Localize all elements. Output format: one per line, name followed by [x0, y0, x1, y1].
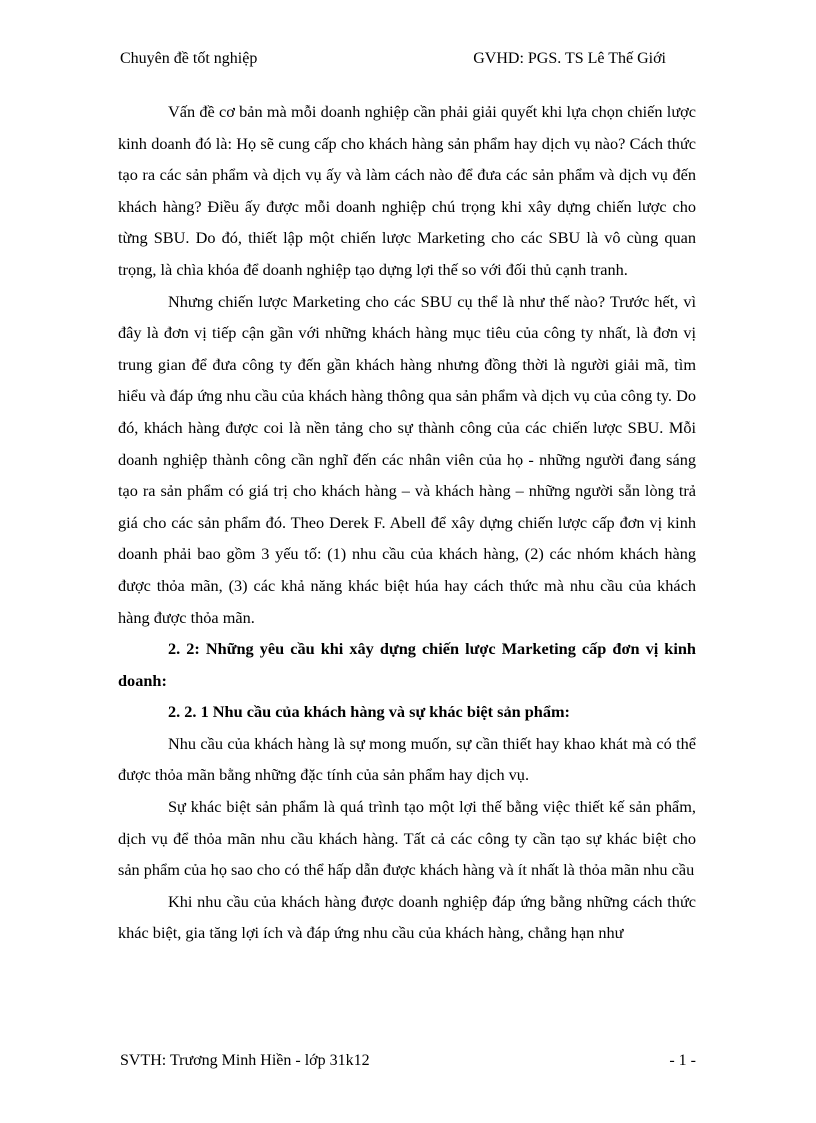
paragraph-needs-met: Khi nhu cầu của khách hàng được doanh nghiệp đáp ứng bằng những cách thức khác biệt, gia tăng lợi ích và đáp ứng nhu cầu của khách hàng, chẳng hạn như: [118, 891, 696, 943]
header-document-type: Chuyên đề tốt nghiệp: [120, 50, 258, 67]
page-footer: [120, 1052, 696, 1076]
paragraph-sbu-strategy: Nhưng chiến lược Marketing cho các SBU cụ thể là như thế nào? Trước hết, vì đây là đơn vị tiếp cận gần với những khách hàng mục tiêu của công ty nhất, là đơn vị trung gian để đưa công ty đến gần khách hàng nhưng đồng thời là người giải mã, tìm hiểu và đáp ứng nhu cầu của khách hàng thông qua sản phẩm và dịch vụ của công ty. Do đó, khách hàng được coi là nền tảng cho sự thành công của các chiến lược SBU. Mỗi doanh nghiệp thành công cần nghĩ đến các nhân viên của họ - những người đang sáng tạo ra sản phẩm có giá trị cho khách hàng – và khách hàng – những người sẵn lòng trả giá cho các sản phẩm đó. Theo Derek F. Abell để xây dựng chiến lược cấp đơn vị kinh doanh phải bao gồm 3 yếu tố: (1) nhu cầu của khách hàng, (2) các nhóm khách hàng được thỏa mãn, (3) các khả năng khác biệt húa hay cách thức mà nhu cầu của khách hàng được thỏa mãn.: [118, 291, 696, 627]
section-heading-2-2: 2. 2: Những yêu cầu khi xây dựng chiến lược Marketing cấp đơn vị kinh doanh:: [118, 639, 696, 690]
page-number: - 1 -: [669, 1052, 696, 1069]
page-header: [120, 50, 696, 74]
paragraph-customer-needs: Nhu cầu của khách hàng là sự mong muốn, sự cần thiết hay khao khát mà có thể được thỏa mãn bằng những đặc tính của sản phẩm hay dịch vụ.: [118, 733, 696, 785]
footer-student: SVTH: Trương Minh Hiền - lớp 31k12: [120, 1052, 370, 1069]
subsection-heading-2-2-1: 2. 2. 1 Nhu cầu của khách hàng và sự khác biệt sản phẩm:: [168, 702, 570, 722]
paragraph-product-differentiation: Sự khác biệt sản phẩm là quá trình tạo một lợi thế bằng việc thiết kế sản phẩm, dịch vụ để thỏa mãn nhu cầu khách hàng. Tất cả các công ty cần tạo sự khác biệt cho sản phẩm của họ sao cho có thể hấp dẫn được khách hàng và ít nhất là thỏa mãn nhu cầu: [118, 797, 696, 880]
page-content: [118, 96, 696, 949]
header-supervisor: GVHD: PGS. TS Lê Thế Giới: [473, 50, 666, 67]
paragraph-intro: Vấn đề cơ bản mà mỗi doanh nghiệp cần phải giải quyết khi lựa chọn chiến lược kinh doanh đó là: Họ sẽ cung cấp cho khách hàng sản phẩm hay dịch vụ nào? Cách thức tạo ra các sản phẩm và dịch vụ ấy và làm cách nào để đưa các sản phẩm và dịch vụ đến khách hàng? Điều ấy được mỗi doanh nghiệp chú trọng khi xây dựng chiến lược cho từng SBU. Do đó, thiết lập một chiến lược Marketing cho các SBU là vô cùng quan trọng, là chìa khóa để doanh nghiệp tạo dựng lợi thế so với đối thủ cạnh tranh.: [118, 102, 696, 279]
